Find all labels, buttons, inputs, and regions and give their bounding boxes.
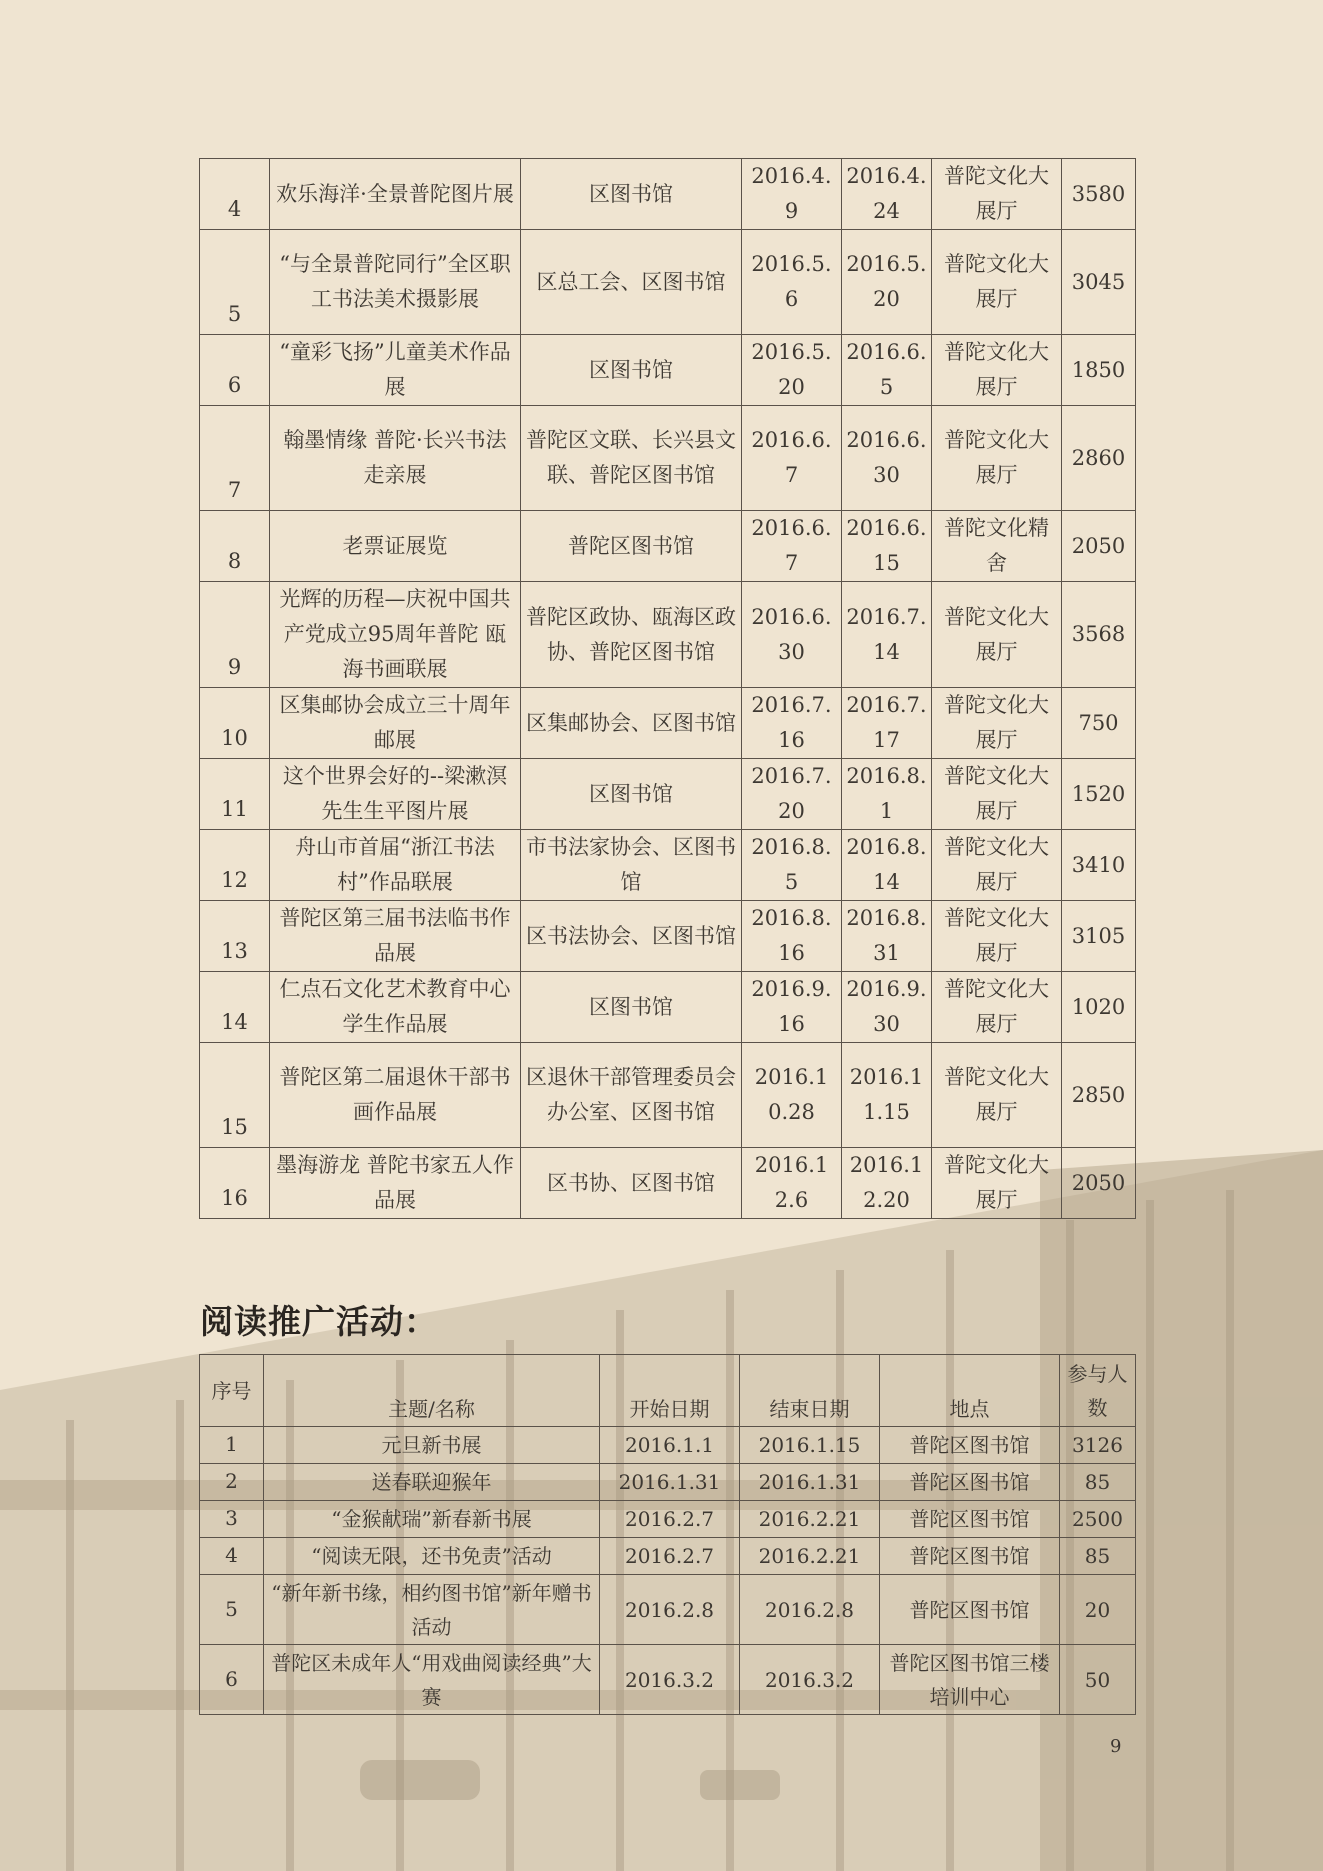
cell-end: 2016.11.15: [842, 1043, 932, 1148]
cell-start: 2016.6.7: [742, 406, 842, 511]
table-row: [200, 335, 1136, 406]
cell-no: 5: [200, 230, 270, 335]
cell-count: 750: [1062, 688, 1136, 759]
cell-count: 2860: [1062, 406, 1136, 511]
cell-no: 15: [200, 1043, 270, 1148]
cell-start: 2016.1.31: [600, 1464, 740, 1501]
cell-count: 20: [1060, 1575, 1136, 1645]
cell-organizer: 区集邮协会、区图书馆: [521, 688, 742, 759]
cell-venue: 普陀文化精舍: [932, 511, 1062, 582]
cell-end: 2016.3.2: [740, 1645, 880, 1715]
table-row: [200, 1043, 1136, 1148]
cell-count: 3105: [1062, 901, 1136, 972]
cell-no: 1: [200, 1427, 264, 1464]
cell-count: 1520: [1062, 759, 1136, 830]
cell-venue: 普陀区图书馆: [880, 1427, 1060, 1464]
cell-organizer: 普陀区图书馆: [521, 511, 742, 582]
section-title: 阅读推广活动：: [200, 1302, 438, 1341]
cell-start: 2016.9.16: [742, 972, 842, 1043]
cell-start: 2016.12.6: [742, 1148, 842, 1219]
table-row: [200, 759, 1136, 830]
cell-start: 2016.7.16: [742, 688, 842, 759]
header-count: 参与人数: [1060, 1355, 1136, 1427]
cell-title: 欢乐海洋·全景普陀图片展: [270, 159, 521, 230]
cell-start: 2016.5.6: [742, 230, 842, 335]
cell-end: 2016.2.21: [740, 1501, 880, 1538]
cell-no: 5: [200, 1575, 264, 1645]
cell-start: 2016.6.7: [742, 511, 842, 582]
cell-organizer: 市书法家协会、区图书馆: [521, 830, 742, 901]
cell-start: 2016.8.5: [742, 830, 842, 901]
cell-count: 3580: [1062, 159, 1136, 230]
header-venue: 地点: [880, 1355, 1060, 1427]
cell-organizer: 普陀区政协、瓯海区政协、普陀区图书馆: [521, 582, 742, 688]
table-header-row: [200, 1355, 1136, 1427]
table-row: [200, 688, 1136, 759]
cell-venue: 普陀区图书馆: [880, 1538, 1060, 1575]
header-end: 结束日期: [740, 1355, 880, 1427]
table-row: [200, 1645, 1136, 1715]
cell-organizer: 区图书馆: [521, 972, 742, 1043]
cell-no: 2: [200, 1464, 264, 1501]
cell-end: 2016.1.31: [740, 1464, 880, 1501]
cell-title: 墨海游龙 普陀书家五人作品展: [270, 1148, 521, 1219]
cell-venue: 普陀区图书馆: [880, 1575, 1060, 1645]
cell-end: 2016.8.14: [842, 830, 932, 901]
cell-title: 光辉的历程—庆祝中国共产党成立95周年普陀 瓯海书画联展: [270, 582, 521, 688]
cell-count: 3126: [1060, 1427, 1136, 1464]
cell-no: 9: [200, 582, 270, 688]
cell-title: “阅读无限，还书免责”活动: [264, 1538, 600, 1575]
cell-end: 2016.6.30: [842, 406, 932, 511]
cell-no: 6: [200, 1645, 264, 1715]
table-row: [200, 901, 1136, 972]
cell-start: 2016.5.20: [742, 335, 842, 406]
cell-no: 11: [200, 759, 270, 830]
cell-no: 8: [200, 511, 270, 582]
cell-count: 1850: [1062, 335, 1136, 406]
cell-title: 元旦新书展: [264, 1427, 600, 1464]
cell-end: 2016.5.20: [842, 230, 932, 335]
cell-end: 2016.2.21: [740, 1538, 880, 1575]
table-row: [200, 230, 1136, 335]
table-row: [200, 582, 1136, 688]
cell-no: 3: [200, 1501, 264, 1538]
cell-venue: 普陀文化大展厅: [932, 830, 1062, 901]
table-row: [200, 972, 1136, 1043]
cell-start: 2016.8.16: [742, 901, 842, 972]
cell-title: 普陀区第三届书法临书作品展: [270, 901, 521, 972]
cell-venue: 普陀文化大展厅: [932, 335, 1062, 406]
exhibition-table-body: [200, 159, 1136, 1219]
table-row: [200, 159, 1136, 230]
header-start: 开始日期: [600, 1355, 740, 1427]
cell-end: 2016.2.8: [740, 1575, 880, 1645]
cell-organizer: 区图书馆: [521, 335, 742, 406]
table-row: [200, 511, 1136, 582]
cell-no: 6: [200, 335, 270, 406]
table-row: [200, 1538, 1136, 1575]
cell-no: 4: [200, 1538, 264, 1575]
cell-no: 13: [200, 901, 270, 972]
cell-start: 2016.3.2: [600, 1645, 740, 1715]
cell-no: 4: [200, 159, 270, 230]
cell-count: 2500: [1060, 1501, 1136, 1538]
cell-organizer: 区书协、区图书馆: [521, 1148, 742, 1219]
exhibition-table: [199, 158, 1136, 1219]
cell-organizer: 区总工会、区图书馆: [521, 230, 742, 335]
cell-venue: 普陀区图书馆: [880, 1464, 1060, 1501]
cell-no: 16: [200, 1148, 270, 1219]
cell-end: 2016.6.5: [842, 335, 932, 406]
cell-start: 2016.6.30: [742, 582, 842, 688]
cell-venue: 普陀文化大展厅: [932, 688, 1062, 759]
cell-end: 2016.9.30: [842, 972, 932, 1043]
cell-start: 2016.4.9: [742, 159, 842, 230]
cell-title: “新年新书缘，相约图书馆”新年赠书活动: [264, 1575, 600, 1645]
cell-title: “童彩飞扬”儿童美术作品展: [270, 335, 521, 406]
cell-venue: 普陀区图书馆三楼培训中心: [880, 1645, 1060, 1715]
cell-venue: 普陀文化大展厅: [932, 901, 1062, 972]
cell-end: 2016.7.17: [842, 688, 932, 759]
cell-start: 2016.2.7: [600, 1538, 740, 1575]
cell-title: 送春联迎猴年: [264, 1464, 600, 1501]
table-row: [200, 1464, 1136, 1501]
cell-title: 舟山市首届“浙江书法村”作品联展: [270, 830, 521, 901]
cell-start: 2016.10.28: [742, 1043, 842, 1148]
cell-title: 区集邮协会成立三十周年邮展: [270, 688, 521, 759]
cell-count: 85: [1060, 1538, 1136, 1575]
table-row: [200, 1501, 1136, 1538]
cell-no: 12: [200, 830, 270, 901]
cell-count: 1020: [1062, 972, 1136, 1043]
cell-start: 2016.1.1: [600, 1427, 740, 1464]
cell-count: 2850: [1062, 1043, 1136, 1148]
cell-count: 3410: [1062, 830, 1136, 901]
cell-organizer: 区图书馆: [521, 759, 742, 830]
cell-organizer: 区退休干部管理委员会办公室、区图书馆: [521, 1043, 742, 1148]
cell-venue: 普陀文化大展厅: [932, 759, 1062, 830]
cell-venue: 普陀文化大展厅: [932, 1043, 1062, 1148]
table-row: [200, 1575, 1136, 1645]
cell-title: 这个世界会好的--梁漱溟先生生平图片展: [270, 759, 521, 830]
header-no: 序号: [200, 1355, 264, 1427]
cell-start: 2016.2.8: [600, 1575, 740, 1645]
table-row: [200, 1427, 1136, 1464]
cell-end: 2016.8.31: [842, 901, 932, 972]
cell-count: 2050: [1062, 1148, 1136, 1219]
cell-no: 7: [200, 406, 270, 511]
page-number: 9: [1110, 1736, 1122, 1757]
cell-count: 3045: [1062, 230, 1136, 335]
cell-no: 10: [200, 688, 270, 759]
cell-title: “金猴献瑞”新春新书展: [264, 1501, 600, 1538]
cell-start: 2016.2.7: [600, 1501, 740, 1538]
cell-end: 2016.1.15: [740, 1427, 880, 1464]
cell-venue: 普陀文化大展厅: [932, 582, 1062, 688]
cell-title: “与全景普陀同行”全区职工书法美术摄影展: [270, 230, 521, 335]
table-row: [200, 830, 1136, 901]
cell-start: 2016.7.20: [742, 759, 842, 830]
cell-end: 2016.8.1: [842, 759, 932, 830]
cell-venue: 普陀文化大展厅: [932, 1148, 1062, 1219]
cell-title: 普陀区第二届退休干部书画作品展: [270, 1043, 521, 1148]
table-row: [200, 1148, 1136, 1219]
table-row: [200, 406, 1136, 511]
cell-end: 2016.6.15: [842, 511, 932, 582]
cell-venue: 普陀文化大展厅: [932, 972, 1062, 1043]
cell-title: 老票证展览: [270, 511, 521, 582]
cell-venue: 普陀文化大展厅: [932, 159, 1062, 230]
header-title: 主题/名称: [264, 1355, 600, 1427]
cell-venue: 普陀区图书馆: [880, 1501, 1060, 1538]
cell-end: 2016.4.24: [842, 159, 932, 230]
cell-end: 2016.12.20: [842, 1148, 932, 1219]
cell-title: 仁点石文化艺术教育中心 学生作品展: [270, 972, 521, 1043]
cell-end: 2016.7.14: [842, 582, 932, 688]
cell-venue: 普陀文化大展厅: [932, 406, 1062, 511]
cell-organizer: 区图书馆: [521, 159, 742, 230]
cell-count: 3568: [1062, 582, 1136, 688]
cell-organizer: 普陀区文联、长兴县文联、普陀区图书馆: [521, 406, 742, 511]
reading-table-body: [200, 1427, 1136, 1715]
cell-organizer: 区书法协会、区图书馆: [521, 901, 742, 972]
cell-count: 50: [1060, 1645, 1136, 1715]
cell-title: 普陀区未成年人“用戏曲阅读经典”大赛: [264, 1645, 600, 1715]
cell-venue: 普陀文化大展厅: [932, 230, 1062, 335]
cell-no: 14: [200, 972, 270, 1043]
cell-title: 翰墨情缘 普陀·长兴书法走亲展: [270, 406, 521, 511]
cell-count: 2050: [1062, 511, 1136, 582]
cell-count: 85: [1060, 1464, 1136, 1501]
reading-activities-table: [199, 1354, 1136, 1715]
